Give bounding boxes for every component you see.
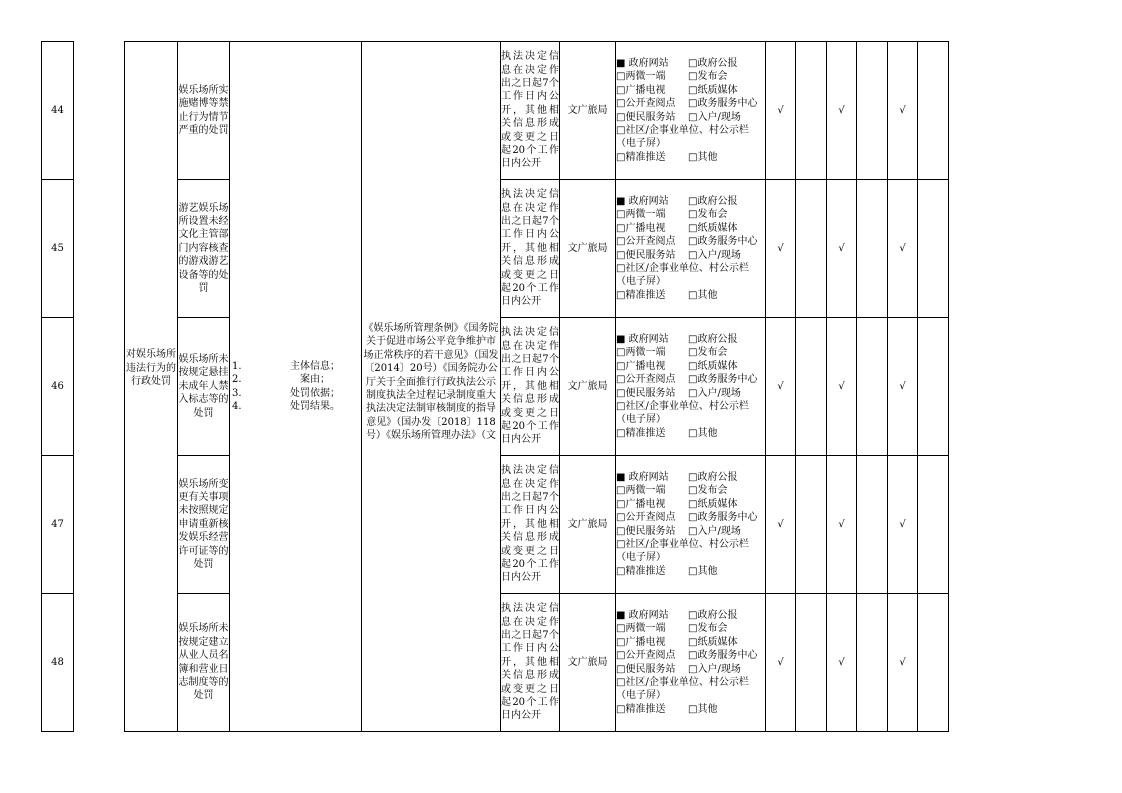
publish-time: 执法决定信息在决定作出之日起7个工作日内公开，其他相关信息形成或变更之日起20个工作日内公开: [501, 180, 560, 318]
department: 文广旅局: [560, 318, 616, 456]
check-mark: [796, 456, 827, 594]
row-number: 44: [42, 42, 74, 180]
publish-time: 执法决定信息在决定作出之日起7个工作日内公开，其他相关信息形成或变更之日起20个工作日内公开: [501, 42, 560, 180]
check-mark: [918, 318, 949, 456]
item-name: 游艺娱乐场所设置未经文化主管部门内容核查的游戏游艺设备等的处罚: [178, 180, 230, 318]
content-line: 4. 处罚结果。: [232, 400, 340, 412]
check-mark: √: [827, 318, 857, 456]
check-mark: [857, 42, 888, 180]
check-mark: [857, 180, 888, 318]
check-mark: √: [827, 180, 857, 318]
check-mark: √: [888, 594, 918, 732]
check-mark: [796, 42, 827, 180]
check-mark: [796, 594, 827, 732]
content-line: 1. 主体信息；: [232, 360, 340, 372]
channels: ■ 政府网站 □政府公报 □两微一端 □发布会 □广播电视 □纸质媒体 □公开查阅点 □政务服务中心 □便民服务站 □入户/现场 □社区/企事业单位、村公示栏 （电子屏） □精准推送 □其他: [616, 42, 766, 180]
department: 文广旅局: [560, 456, 616, 594]
check-mark: [918, 456, 949, 594]
disclosure-table: [41, 41, 979, 732]
check-mark: √: [827, 456, 857, 594]
table-row: [42, 42, 979, 180]
channels: ■ 政府网站 □政府公报 □两微一端 □发布会 □广播电视 □纸质媒体 □公开查阅点 □政务服务中心 □便民服务站 □入户/现场 □社区/企事业单位、村公示栏 （电子屏） □精准推送 □其他: [616, 594, 766, 732]
table-row: [42, 594, 979, 732]
department: 文广旅局: [560, 42, 616, 180]
channels: ■ 政府网站 □政府公报 □两微一端 □发布会 □广播电视 □纸质媒体 □公开查阅点 □政务服务中心 □便民服务站 □入户/现场 □社区/企事业单位、村公示栏 （电子屏） □精准推送 □其他: [616, 456, 766, 594]
content-line: 2. 案由；: [232, 374, 330, 386]
spacer-column: [74, 42, 125, 732]
check-mark: √: [888, 318, 918, 456]
check-mark: √: [888, 180, 918, 318]
check-mark: [796, 318, 827, 456]
check-mark: [918, 594, 949, 732]
department: 文广旅局: [560, 180, 616, 318]
item-name: 娱乐场所未按规定悬挂未成年人禁入标志等的处罚: [178, 318, 230, 456]
check-mark: √: [888, 42, 918, 180]
check-mark: [857, 594, 888, 732]
check-mark: √: [766, 456, 796, 594]
check-mark: √: [766, 318, 796, 456]
check-mark: √: [766, 594, 796, 732]
publish-time: 执法决定信息在决定作出之日起7个工作日内公开，其他相关信息形成或变更之日起20个工作日内公开: [501, 594, 560, 732]
row-number: 47: [42, 456, 74, 594]
department: 文广旅局: [560, 594, 616, 732]
row-number: 46: [42, 318, 74, 456]
check-mark: √: [888, 456, 918, 594]
item-name: 娱乐场所未按规定建立从业人员名簿和营业日志制度等的处罚: [178, 594, 230, 732]
category-cell: [125, 42, 178, 732]
table-row: [42, 318, 979, 456]
check-mark: √: [827, 42, 857, 180]
publish-time: 执法决定信息在决定作出之日起7个工作日内公开，其他相关信息形成或变更之日起20个工作日内公开: [501, 456, 560, 594]
item-name: 娱乐场所实施赌博等禁止行为情节严重的处罚: [178, 42, 230, 180]
check-mark: [857, 318, 888, 456]
row-number: 45: [42, 180, 74, 318]
check-mark: √: [827, 594, 857, 732]
check-mark: [857, 456, 888, 594]
channels: ■ 政府网站 □政府公报 □两微一端 □发布会 □广播电视 □纸质媒体 □公开查阅点 □政务服务中心 □便民服务站 □入户/现场 □社区/企事业单位、村公示栏 （电子屏） □精准推送 □其他: [616, 318, 766, 456]
check-mark: √: [766, 180, 796, 318]
row-number: 48: [42, 594, 74, 732]
table-row: [42, 456, 979, 594]
channels: ■ 政府网站 □政府公报 □两微一端 □发布会 □广播电视 □纸质媒体 □公开查阅点 □政务服务中心 □便民服务站 □入户/现场 □社区/企事业单位、村公示栏 （电子屏） □精准推送 □其他: [616, 180, 766, 318]
check-mark: √: [766, 42, 796, 180]
check-mark: [918, 42, 949, 180]
publish-time: 执法决定信息在决定作出之日起7个工作日内公开，其他相关信息形成或变更之日起20个工作日内公开: [501, 318, 560, 456]
check-mark: [796, 180, 827, 318]
category-text: 对娱乐场所违法行为的行政处罚: [126, 349, 176, 388]
table-row: [42, 180, 979, 318]
check-mark: [918, 180, 949, 318]
legal-basis: 《娱乐场所管理条例》《国务院关于促进市场公平竞争维护市场正常秩序的若干意见》（国发〔2014〕20号）《国务院办公厅关于全面推行行政执法公示制度执法全过程记录制度重大执法决定法制审核制度的指导意见》（国办发〔2018〕118号）《娱乐场所管理办法》（文: [362, 42, 501, 732]
disclosure-content: [230, 42, 362, 732]
item-name: 娱乐场所变更有关事项未按照规定申请重新核发娱乐经营许可证等的处罚: [178, 456, 230, 594]
content-line: 3. 处罚依据；: [232, 387, 340, 399]
